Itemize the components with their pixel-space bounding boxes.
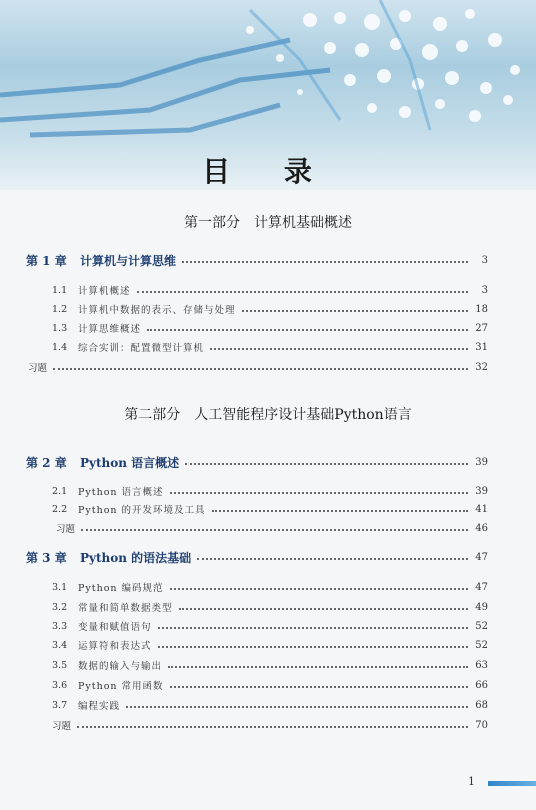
dot-leader bbox=[242, 310, 468, 312]
dot-leader bbox=[158, 627, 468, 629]
section-entry-3-4[interactable] bbox=[52, 636, 488, 654]
section-entry-1-2[interactable] bbox=[52, 300, 488, 318]
page-number: 47 bbox=[475, 551, 488, 563]
part-label: 第一部分 bbox=[184, 215, 240, 231]
page-number: 39 bbox=[475, 456, 488, 468]
section-number: 1.3 bbox=[52, 322, 68, 334]
section-title: 计算思维概述 bbox=[78, 324, 142, 335]
page-number: 39 bbox=[475, 485, 488, 497]
page-number: 70 bbox=[475, 719, 488, 731]
page-number: 3 bbox=[481, 254, 488, 266]
section-title: 计算机概述 bbox=[78, 286, 131, 297]
section-title: Python 语言概述 bbox=[78, 487, 164, 498]
chapter-2-entry[interactable] bbox=[26, 453, 488, 471]
page-number: 3 bbox=[481, 284, 488, 296]
page-number: 31 bbox=[475, 341, 488, 353]
exercise-title: 习题 bbox=[28, 363, 48, 374]
page-title: 目 录 bbox=[202, 155, 334, 188]
section-entry-2-2[interactable] bbox=[52, 500, 488, 518]
section-number: 3.1 bbox=[52, 581, 68, 593]
page-number: 49 bbox=[475, 601, 488, 613]
section-entry-3-2[interactable] bbox=[52, 598, 488, 616]
dot-leader bbox=[197, 558, 468, 560]
section-entry-1-4[interactable] bbox=[52, 338, 488, 356]
chapter-title: Python 语言概述 bbox=[80, 455, 180, 470]
chapter-number: 第 2 章 bbox=[26, 455, 67, 470]
section-title: Python 编码规范 bbox=[78, 583, 164, 594]
part-title: 计算机基础概述 bbox=[254, 215, 352, 231]
dot-leader bbox=[170, 686, 468, 688]
section-title: 运算符和表达式 bbox=[78, 641, 152, 652]
part-title: 人工智能程序设计基础Python语言 bbox=[194, 407, 412, 423]
section-title: Python 常用函数 bbox=[78, 681, 164, 692]
chapter-3-entry[interactable] bbox=[26, 548, 488, 566]
dot-leader bbox=[182, 261, 468, 263]
page-number: 66 bbox=[475, 679, 488, 691]
chapter-number: 第 1 章 bbox=[26, 253, 67, 268]
dot-leader bbox=[137, 291, 468, 293]
chapter-number: 第 3 章 bbox=[26, 550, 67, 565]
exercise-entry-2[interactable] bbox=[56, 519, 488, 537]
section-title: 计算机中数据的表示、存储与处理 bbox=[78, 305, 236, 316]
section-number: 3.2 bbox=[52, 601, 68, 613]
exercise-entry-3[interactable] bbox=[52, 716, 488, 734]
dot-leader bbox=[168, 666, 468, 668]
section-number: 3.5 bbox=[52, 659, 68, 671]
chapter-title: Python 的语法基础 bbox=[80, 550, 192, 565]
page-number: 27 bbox=[475, 322, 488, 334]
section-number: 1.4 bbox=[52, 341, 68, 353]
section-entry-1-3[interactable] bbox=[52, 319, 488, 337]
dot-leader bbox=[147, 329, 468, 331]
part-label: 第二部分 bbox=[124, 407, 181, 423]
part-heading-2 bbox=[0, 404, 536, 424]
exercise-title: 习题 bbox=[56, 524, 76, 535]
section-title: 编程实践 bbox=[78, 701, 121, 712]
section-title: 变量和赋值语句 bbox=[78, 622, 152, 633]
exercise-title: 习题 bbox=[52, 721, 72, 732]
page-number: 63 bbox=[475, 659, 488, 671]
page-number: 52 bbox=[475, 620, 488, 632]
page-number: 18 bbox=[475, 303, 488, 315]
section-title: 综合实训：配置微型计算机 bbox=[78, 343, 205, 354]
page-number: 32 bbox=[475, 361, 488, 373]
dot-leader bbox=[212, 510, 468, 512]
section-entry-3-7[interactable] bbox=[52, 696, 488, 714]
dot-leader bbox=[77, 726, 468, 728]
exercise-entry-1[interactable] bbox=[28, 358, 488, 376]
chapter-title: 计算机与计算思维 bbox=[80, 253, 177, 268]
page-number: 52 bbox=[475, 639, 488, 651]
dot-leader bbox=[170, 588, 468, 590]
section-entry-3-5[interactable] bbox=[52, 656, 488, 674]
folio-page-number: 1 bbox=[468, 775, 475, 788]
part-heading-1 bbox=[0, 212, 536, 232]
section-number: 3.7 bbox=[52, 699, 68, 711]
dot-leader bbox=[53, 368, 468, 370]
dot-leader bbox=[126, 706, 468, 708]
dot-leader bbox=[170, 492, 468, 494]
section-entry-3-6[interactable] bbox=[52, 676, 488, 694]
dot-leader bbox=[158, 646, 468, 648]
chapter-1-entry[interactable] bbox=[26, 251, 488, 269]
dot-leader bbox=[210, 348, 468, 350]
section-title: 数据的输入与输出 bbox=[78, 661, 163, 672]
page-number: 41 bbox=[475, 503, 488, 515]
section-number: 1.2 bbox=[52, 303, 68, 315]
section-entry-2-1[interactable] bbox=[52, 482, 488, 500]
section-title: 常量和简单数据类型 bbox=[78, 603, 173, 614]
section-number: 2.2 bbox=[52, 503, 68, 515]
folio-accent-bar bbox=[488, 781, 536, 786]
page-number: 46 bbox=[475, 522, 488, 534]
page-number: 47 bbox=[475, 581, 488, 593]
section-number: 2.1 bbox=[52, 485, 68, 497]
page-number: 68 bbox=[475, 699, 488, 711]
section-title: Python 的开发环境及工具 bbox=[78, 505, 206, 516]
section-number: 3.3 bbox=[52, 620, 68, 632]
section-number: 3.4 bbox=[52, 639, 68, 651]
dot-leader bbox=[81, 529, 468, 531]
section-entry-1-1[interactable] bbox=[52, 281, 488, 299]
section-entry-3-3[interactable] bbox=[52, 617, 488, 635]
section-entry-3-1[interactable] bbox=[52, 578, 488, 596]
dot-leader bbox=[179, 608, 468, 610]
section-number: 1.1 bbox=[52, 284, 68, 296]
dot-leader bbox=[185, 463, 468, 465]
section-number: 3.6 bbox=[52, 679, 68, 691]
